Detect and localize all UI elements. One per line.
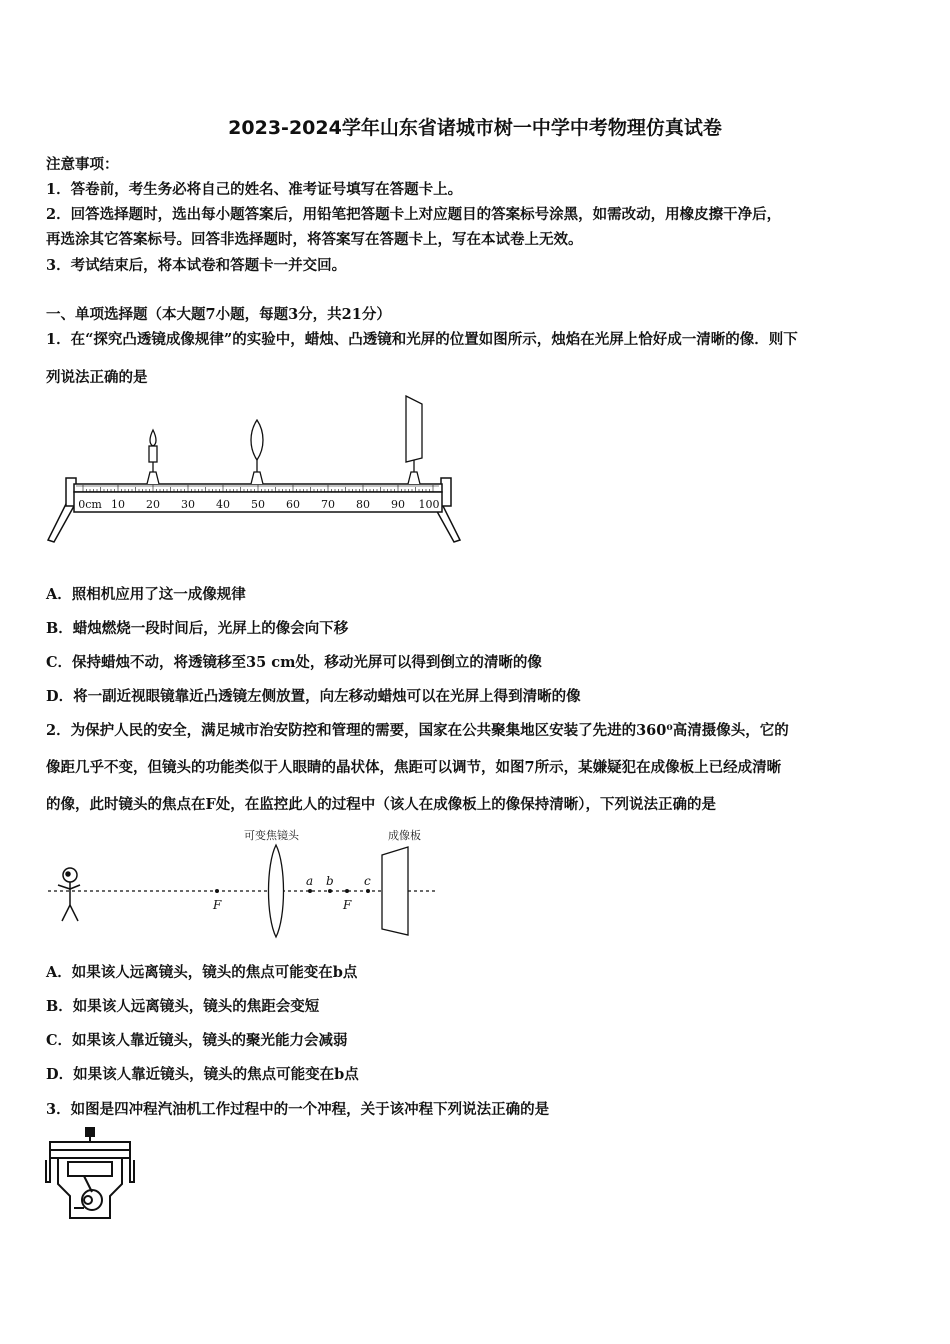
camera-lens-diagram (44, 825, 444, 945)
engine-stroke-diagram (44, 1126, 136, 1224)
focus-label: F (343, 898, 352, 912)
note-item: 2．回答选择题时，选出每小题答案后，用铅笔把答题卡上对应题目的答案标号涂黑，如需改动，用橡皮擦干净后， (46, 206, 782, 223)
point-c-label: c (364, 874, 371, 888)
lens-label: 可变焦镜头 (244, 829, 299, 842)
q1-option-a: A．照相机应用了这一成像规律 (46, 586, 246, 603)
light-screen (406, 396, 422, 484)
person-figure (58, 868, 80, 921)
q2-option-a: A．如果该人远离镜头，镜头的焦点可能变在b点 (46, 964, 358, 981)
point-b-label: b (326, 874, 334, 888)
focus-label: F (213, 898, 222, 912)
ruler-label: 0cm (78, 498, 102, 511)
ruler-label: 50 (251, 498, 265, 511)
q1-option-d: D．将一副近视眼镜靠近凸透镜左侧放置，向左移动蜡烛可以在光屏上得到清晰的像 (46, 688, 581, 705)
ruler-label: 60 (286, 498, 300, 511)
question-1-stem-continued: 列说法正确的是 (46, 369, 148, 386)
note-item: 1．答卷前，考生务必将自己的姓名、准考证号填写在答题卡上。 (46, 181, 463, 198)
focal-point-left (215, 889, 219, 893)
question-2-stem-continued: 的像，此时镜头的焦点在F处，在监控此人的过程中（该人在成像板上的像保持清晰），下列说法正确的是 (46, 796, 717, 813)
focal-point-right (345, 889, 349, 893)
optical-bench-diagram (44, 392, 464, 552)
q1-option-c: C．保持蜡烛不动，将透镜移至35 cm处，移动光屏可以得到倒立的清晰的像 (46, 654, 542, 671)
question-3-stem: 3．如图是四冲程汽油机工作过程中的一个冲程，关于该冲程下列说法正确的是 (46, 1101, 550, 1118)
ruler-label: 100 (418, 498, 440, 511)
q2-option-c: C．如果该人靠近镜头，镜头的聚光能力会减弱 (46, 1032, 348, 1049)
convex-lens (251, 420, 263, 484)
candle (147, 430, 159, 484)
note-item: 再选涂其它答案标号。回答非选择题时，将答案写在答题卡上，写在本试卷上无效。 (46, 231, 583, 248)
board-label: 成像板 (388, 829, 421, 842)
ruler-label: 10 (111, 498, 125, 511)
ruler-label: 40 (216, 498, 230, 511)
note-item: 3．考试结束后，将本试卷和答题卡一并交回。 (46, 257, 347, 274)
ruler-label: 20 (146, 498, 160, 511)
question-2-stem: 2．为保护人民的安全，满足城市治安防控和管理的需要，国家在公共聚集地区安装了先进的360⁰高清摄像头，它的 (46, 722, 789, 739)
point-a-label: a (306, 874, 314, 888)
point-a (308, 889, 312, 893)
point-b (328, 889, 332, 893)
notes-heading: 注意事项： (46, 156, 119, 173)
ruler-label: 70 (321, 498, 335, 511)
image-board (382, 847, 408, 935)
ruler-label: 30 (181, 498, 195, 511)
point-c (366, 889, 370, 893)
variable-focus-lens (269, 845, 284, 937)
section-heading: 一、单项选择题（本大题7小题，每题3分，共21分） (46, 306, 391, 323)
page-title: 2023-2024学年山东省诸城市树一中学中考物理仿真试卷 (228, 117, 722, 139)
question-2-stem-continued: 像距几乎不变，但镜头的功能类似于人眼睛的晶状体，焦距可以调节，如图7所示，某嫌疑犯在成像板上已经成清晰 (46, 759, 782, 776)
ruler-label: 80 (356, 498, 370, 511)
q2-option-d: D．如果该人靠近镜头，镜头的焦点可能变在b点 (46, 1066, 359, 1083)
q2-option-b: B．如果该人远离镜头，镜头的焦距会变短 (46, 998, 320, 1015)
q1-option-b: B．蜡烛燃烧一段时间后，光屏上的像会向下移 (46, 620, 349, 637)
ruler-label: 90 (391, 498, 405, 511)
question-1-stem: 1．在“探究凸透镜成像规律”的实验中，蜡烛、凸透镜和光屏的位置如图所示，烛焰在光屏上恰好成一清晰的像．则下 (46, 331, 798, 348)
